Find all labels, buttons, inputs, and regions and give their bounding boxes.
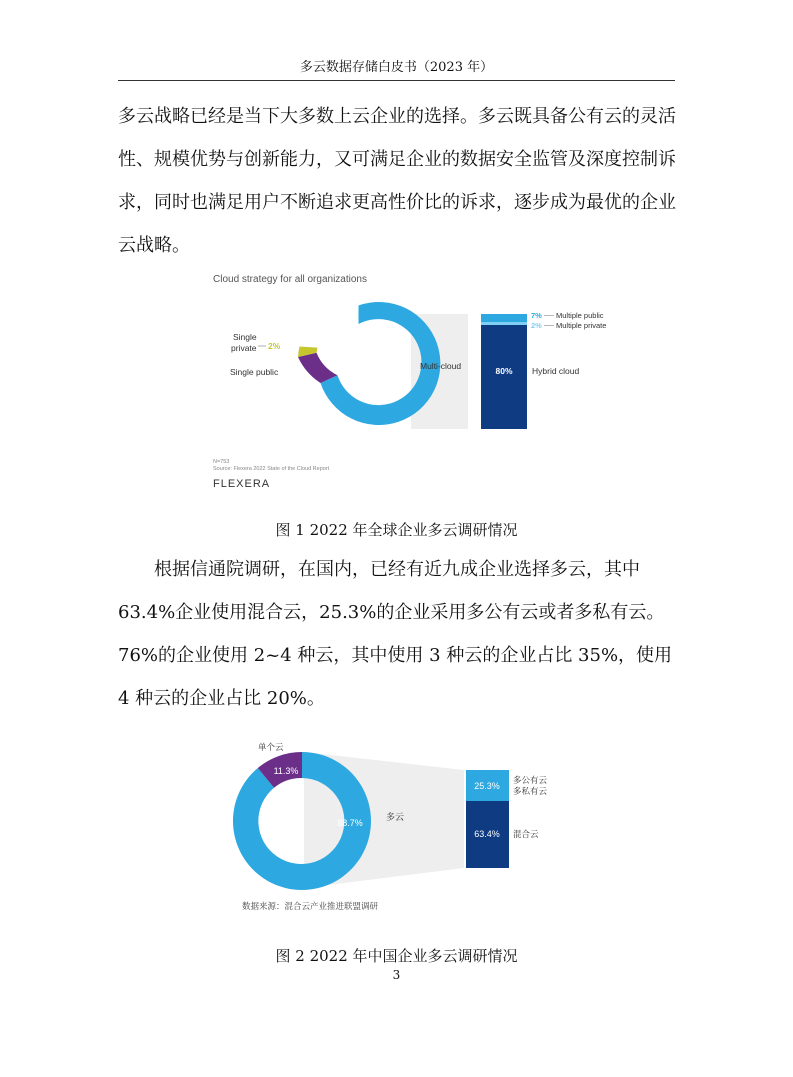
figure-1-caption: 图 1 2022 年全球企业多云调研情况 xyxy=(275,521,518,539)
pct-single-public: 9% xyxy=(290,364,303,374)
pct-hybrid: 80% xyxy=(495,366,513,376)
paragraph-2: 根据信通院调研，在国内，已经有近九成企业选择多云，其中63.4%企业使用混合云，25.3%的企业采用多公有云或者多私有云。76%的企业使用 2~4 种云，其中使用 3 种云的企业占比 35%，使用4 种云的企业占比 20%。 xyxy=(118,559,673,709)
bar-hybrid-cloud xyxy=(481,325,527,429)
bar-multiple-public xyxy=(481,314,527,322)
label-hybrid-2: 混合云 xyxy=(513,829,539,839)
label-multiple-public: Multiple public xyxy=(556,311,604,320)
page-number: 3 xyxy=(392,968,401,982)
flexera-logo: FLEXERA xyxy=(213,478,271,490)
pct-multiple-public: 7% xyxy=(531,311,542,320)
label-multi-private: 多私有云 xyxy=(513,786,548,796)
pct-single-cloud: 11.3% xyxy=(273,766,299,776)
label-multi-public: 多公有云 xyxy=(513,775,548,785)
pct-multi-cloud-2: 88.7% xyxy=(337,818,363,828)
pct-single-private: 2% xyxy=(268,341,281,351)
label-multi-cloud-2: 多云 xyxy=(386,812,405,822)
pct-multi-public-private: 25.3% xyxy=(474,781,500,791)
page-header: 多云数据存储白皮书（2023 年） xyxy=(299,60,494,75)
figure-2-chart xyxy=(226,738,566,914)
fig1-note-n: N=753 xyxy=(213,459,230,465)
fig1-note-source: Source: Flexera 2022 State of the Cloud Report xyxy=(213,466,330,472)
label-single-private-2: private xyxy=(231,343,257,353)
pct-multiple-private: 2% xyxy=(531,321,542,330)
figure-2-caption: 图 2 2022 年中国企业多云调研情况 xyxy=(275,947,518,965)
label-single-cloud: 单个云 xyxy=(258,742,284,752)
fig1-title: Cloud strategy for all organizations xyxy=(213,274,367,285)
header-divider xyxy=(118,80,675,81)
label-single-public: Single public xyxy=(230,367,279,377)
label-multiple-private: Multiple private xyxy=(556,321,607,330)
fig2-source: 数据来源：混合云产业推进联盟调研 xyxy=(242,901,379,911)
bar-multiple-private xyxy=(481,322,527,325)
label-multi-cloud: Multi-cloud xyxy=(420,361,462,371)
label-single-private-1: Single xyxy=(233,332,257,342)
label-hybrid: Hybrid cloud xyxy=(532,366,580,376)
pct-hybrid-2: 63.4% xyxy=(474,829,500,839)
figure-1-chart xyxy=(206,262,626,494)
paragraph-1: 多云战略已经是当下大多数上云企业的选择。多云既具备公有云的灵活性、规模优势与创新能力，又可满足企业的数据安全监管及深度控制诉求，同时也满足用户不断追求更高性价比的诉求，逐步成为最优的企业云战略。 xyxy=(118,106,676,256)
pct-multi-cloud: 89% xyxy=(379,361,397,371)
